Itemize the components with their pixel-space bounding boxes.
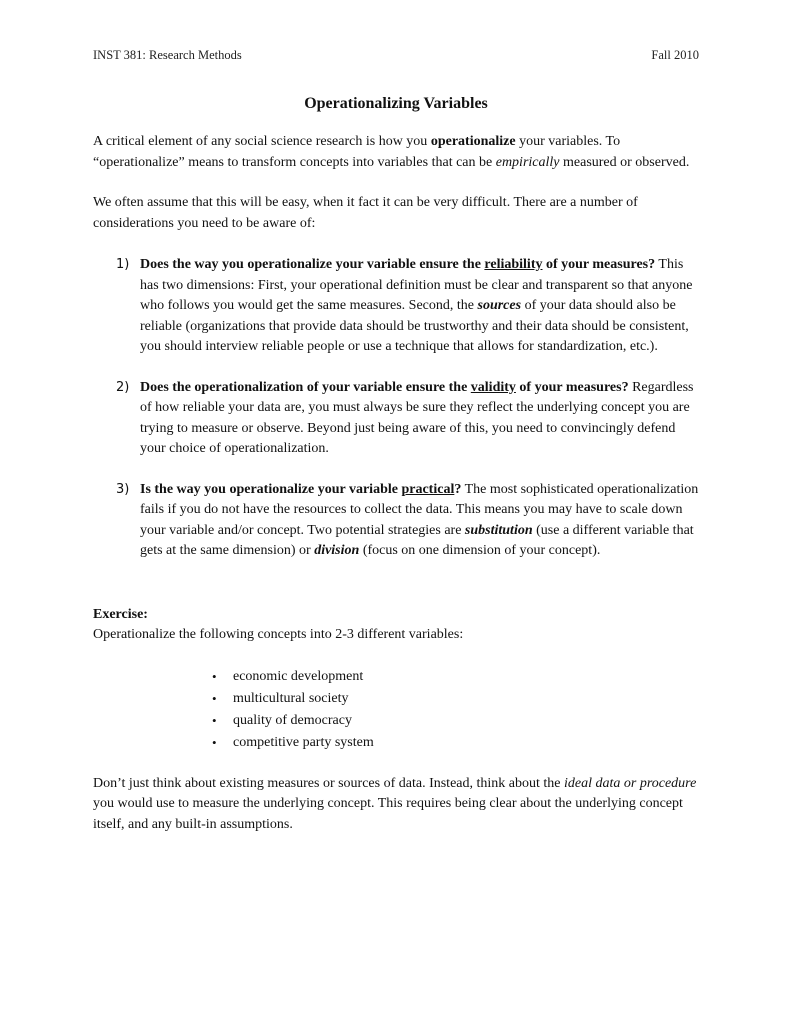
consideration-question: Is the way you operationalize your variable practical? [140, 481, 462, 497]
list-number: 1) [116, 257, 130, 272]
bullet-icon: • [212, 734, 217, 750]
operationalize-term: operationalize [430, 134, 516, 149]
considerations-list [93, 255, 699, 562]
list-item: • economic development [93, 666, 699, 688]
empirically-term: empirically [495, 154, 560, 170]
consideration-validity: 2) Does the operationalization of your variable ensure the validity of your measures? Regardless of how reliable your data are, you must always be sure they reflect the underlying concept you are trying to measure or observe. Beyond just being aware of this, you need to convincingly defend your choice of operationalization. [116, 379, 694, 456]
closing-paragraph: Don’t just think about existing measures or sources of data. Instead, think about the ideal data or procedure you would use to measure the underlying concept. This requires being clear about the underlying concept itself, and any built-in assumptions. [93, 775, 697, 832]
page-header [93, 46, 699, 64]
exercise-instruction: Operationalize the following concepts into 2-3 different variables: [93, 627, 464, 642]
consideration-practicality: 3) Is the way you operationalize your variable practical? The most sophisticated operationalization fails if you do not have the resources to collect the data. This means you may have to scale down your variable and/or concept. Two potential strategies are substitution (use a different variable that gets at the same dimension) or division (focus on one dimension of your concept). [116, 481, 699, 558]
considerations-intro-paragraph: We often assume that this will be easy, when it fact it can be very difficult. There are a number of considerations you need to be aware of: [93, 195, 638, 231]
consideration-reliability: 1) Does the way you operationalize your variable ensure the reliability of your measures? This has two dimensions: First, your operational definition must be clear and transparent so that anyone who follows you would get the same measures. Second, the sources of your data should also be reliable (organizations that provide data should be trustworthy and their data should be consistent, you should interview reliable people or use a technique that allows for standardization, etc.). [116, 257, 693, 354]
intro-paragraph: A critical element of any social science research is how you operationalize your variables. To “operationalize” means to transform concepts into variables that can be empirically measured or observed. [93, 134, 690, 170]
list-number: 3) [116, 481, 130, 497]
bullet-icon: • [212, 712, 217, 728]
exercise-heading: Exercise: [93, 606, 148, 622]
concept-list [93, 666, 699, 754]
list-item: • multicultural society [93, 688, 699, 710]
list-item: • quality of democracy [93, 710, 699, 732]
bullet-icon: • [212, 668, 217, 684]
bullet-icon: • [212, 690, 217, 706]
consideration-question: Does the operationalization of your variable ensure the validity of your measures? [140, 379, 629, 395]
list-item: • competitive party system [93, 732, 699, 754]
document-title: Operationalizing Variables [304, 95, 488, 112]
document-page [93, 46, 699, 835]
course-name: INST 381: Research Methods [93, 48, 242, 62]
term-label: Fall 2010 [651, 48, 699, 62]
list-number: 2) [116, 379, 130, 395]
ideal-data-term: ideal data or procedure [563, 775, 697, 791]
consideration-question: Does the way you operationalize your variable ensure the reliability of your measures? [140, 257, 656, 272]
